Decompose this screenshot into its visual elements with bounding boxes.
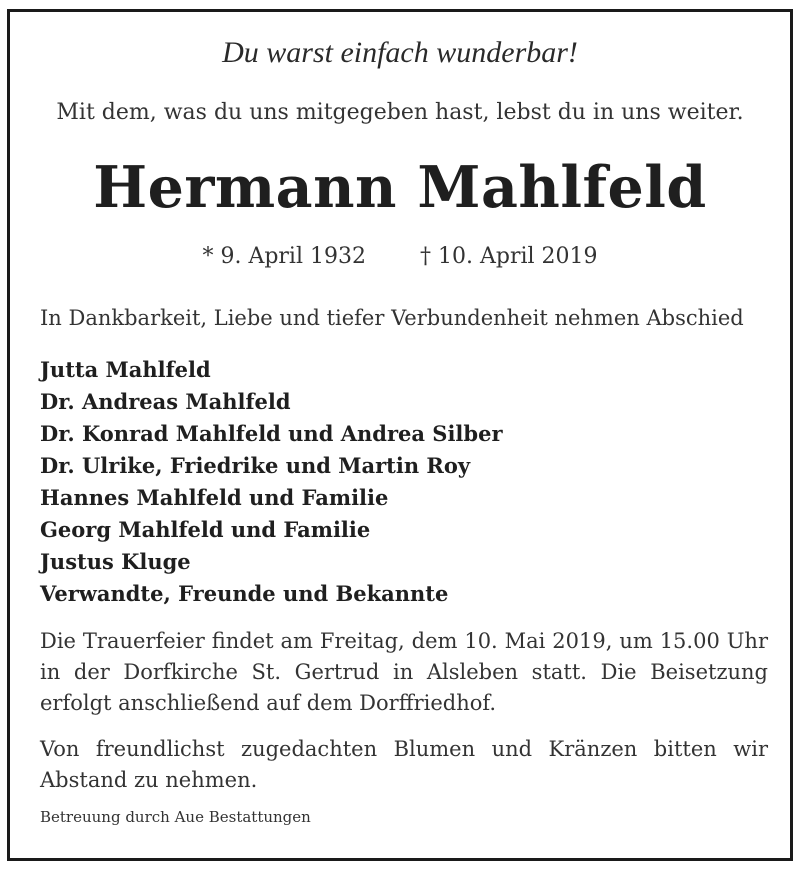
mourner-item: Dr. Konrad Mahlfeld und Andrea Silber	[40, 421, 503, 446]
farewell-intro: In Dankbarkeit, Liebe und tiefer Verbundenheit nehmen Abschied	[40, 306, 744, 330]
obituary-frame	[7, 9, 793, 861]
flowers-note: Von freundlichst zugedachten Blumen und Kränzen bitten wir Abstand zu nehmen.	[40, 737, 768, 792]
ceremony-info: Die Trauerfeier findet am Freitag, dem 10. Mai 2019, um 15.00 Uhr in der Dorfkirche St. Gertrud in Alsleben statt. Die Beisetzung erfolgt anschließend auf dem Dorffriedhof.	[40, 629, 768, 715]
life-dates	[10, 244, 790, 269]
mourner-item: Dr. Andreas Mahlfeld	[40, 389, 291, 414]
mourners-list	[40, 354, 503, 610]
birth-date: * 9. April 1932	[202, 244, 366, 269]
mourner-item: Justus Kluge	[40, 549, 191, 574]
funeral-home-credit: Betreuung durch Aue Bestattungen	[40, 808, 311, 826]
death-date: † 10. April 2019	[420, 244, 598, 269]
deceased-name: Hermann Mahlfeld	[93, 154, 707, 221]
motto: Du warst einfach wunderbar!	[222, 36, 578, 69]
mourner-item: Georg Mahlfeld und Familie	[40, 517, 371, 542]
mourner-item: Dr. Ulrike, Friedrike und Martin Roy	[40, 453, 471, 478]
subline: Mit dem, was du uns mitgegeben hast, lebst du in uns weiter.	[56, 100, 744, 125]
mourner-item: Jutta Mahlfeld	[40, 357, 211, 382]
mourner-item: Verwandte, Freunde und Bekannte	[40, 581, 449, 606]
mourner-item: Hannes Mahlfeld und Familie	[40, 485, 389, 510]
